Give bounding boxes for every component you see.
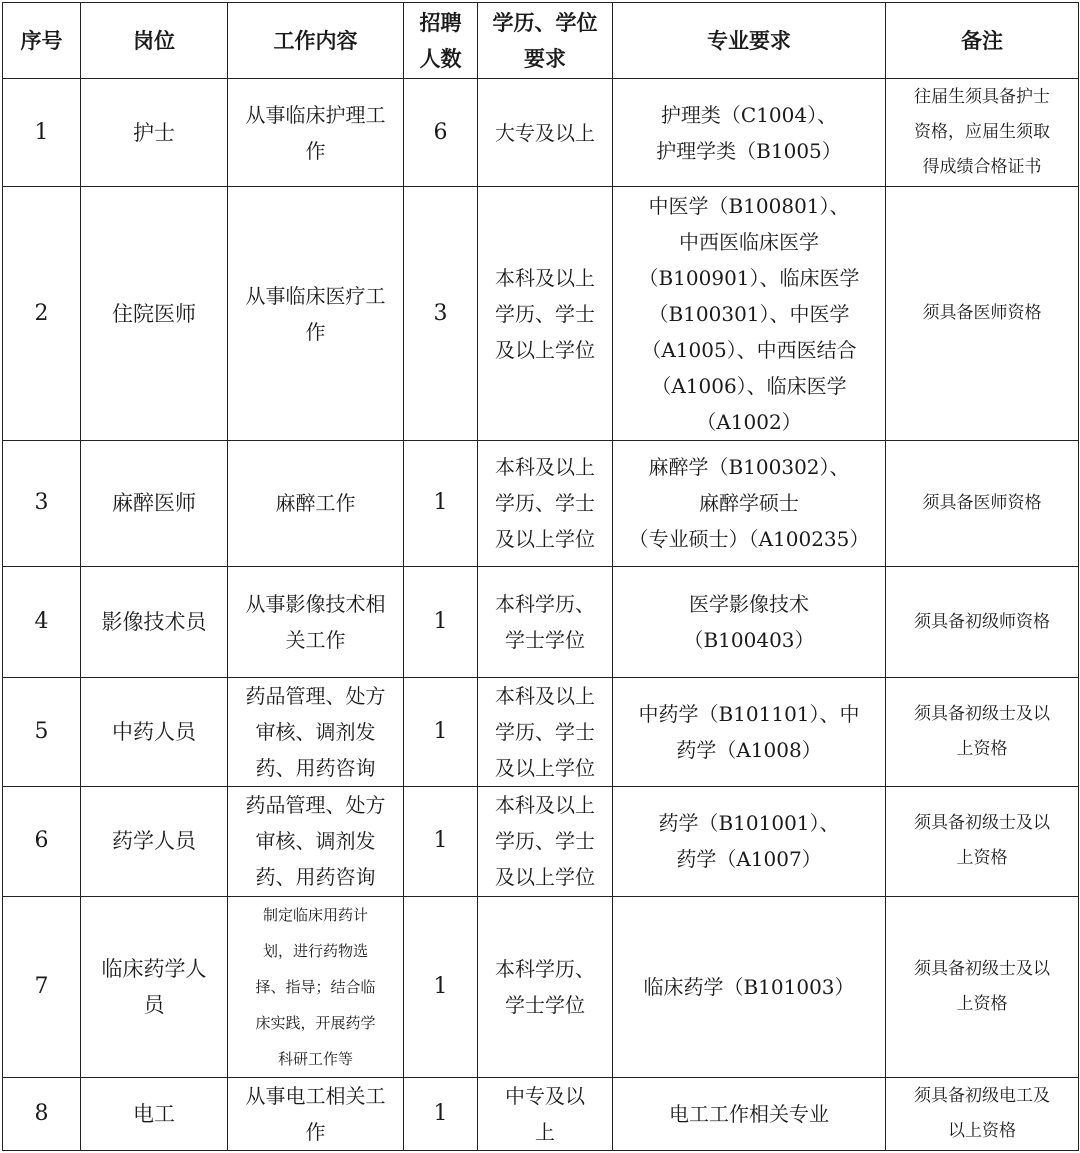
cell-major: 麻醉学（B100302）、 麻醉学硕士 （专业硕士）（A100235） <box>613 440 886 566</box>
cell-content: 从事临床医疗工 作 <box>228 187 404 440</box>
cell-edu: 大专及以上 <box>478 79 613 187</box>
cell-remark: 须具备初级士及以 上资格 <box>886 896 1079 1077</box>
header-post: 岗位 <box>81 3 228 79</box>
cell-major: 电工工作相关专业 <box>613 1077 886 1150</box>
cell-remark: 须具备初级士及以 上资格 <box>886 787 1079 896</box>
cell-edu: 本科学历、 学士学位 <box>478 896 613 1077</box>
cell-remark: 须具备医师资格 <box>886 187 1079 440</box>
cell-major: 护理类（C1004）、 护理学类（B1005） <box>613 79 886 187</box>
cell-no: 8 <box>3 1077 81 1150</box>
cell-major: 药学（B101001）、 药学（A1007） <box>613 787 886 896</box>
cell-count: 1 <box>404 787 478 896</box>
cell-content: 制定临床用药计 划，进行药物选 择、指导；结合临 床实践，开展药学 科研工作等 <box>228 896 404 1077</box>
table-row <box>3 187 1079 440</box>
cell-post: 中药人员 <box>81 678 228 787</box>
cell-edu: 中专及以 上 <box>478 1077 613 1150</box>
header-count: 招聘 人数 <box>404 3 478 79</box>
cell-no: 6 <box>3 787 81 896</box>
header-no: 序号 <box>3 3 81 79</box>
header-content: 工作内容 <box>228 3 404 79</box>
cell-no: 5 <box>3 678 81 787</box>
cell-no: 4 <box>3 566 81 677</box>
cell-count: 6 <box>404 79 478 187</box>
cell-post: 影像技术员 <box>81 566 228 677</box>
cell-count: 1 <box>404 440 478 566</box>
table-body <box>3 79 1079 1151</box>
cell-no: 3 <box>3 440 81 566</box>
cell-content: 从事影像技术相 关工作 <box>228 566 404 677</box>
cell-count: 1 <box>404 896 478 1077</box>
recruitment-table <box>2 2 1079 1151</box>
cell-post: 住院医师 <box>81 187 228 440</box>
cell-edu: 本科及以上 学历、学士 及以上学位 <box>478 187 613 440</box>
cell-remark: 往届生须具备护士 资格，应届生须取 得成绩合格证书 <box>886 79 1079 187</box>
cell-content: 麻醉工作 <box>228 440 404 566</box>
header-row <box>3 3 1079 79</box>
cell-content: 从事电工相关工 作 <box>228 1077 404 1150</box>
cell-remark: 须具备初级电工及 以上资格 <box>886 1077 1079 1150</box>
cell-edu: 本科及以上 学历、学士 及以上学位 <box>478 787 613 896</box>
table-row <box>3 440 1079 566</box>
cell-post: 麻醉医师 <box>81 440 228 566</box>
cell-remark: 须具备医师资格 <box>886 440 1079 566</box>
cell-major: 中药学（B101101）、中 药学（A1008） <box>613 678 886 787</box>
cell-remark: 须具备初级师资格 <box>886 566 1079 677</box>
cell-edu: 本科学历、 学士学位 <box>478 566 613 677</box>
cell-post: 临床药学人 员 <box>81 896 228 1077</box>
cell-edu: 本科及以上 学历、学士 及以上学位 <box>478 678 613 787</box>
table-row <box>3 566 1079 677</box>
cell-count: 1 <box>404 1077 478 1150</box>
table-row <box>3 787 1079 896</box>
cell-count: 1 <box>404 566 478 677</box>
cell-post: 护士 <box>81 79 228 187</box>
cell-content: 药品管理、处方 审核、调剂发 药、用药咨询 <box>228 678 404 787</box>
header-remark: 备注 <box>886 3 1079 79</box>
cell-post: 药学人员 <box>81 787 228 896</box>
cell-remark: 须具备初级士及以 上资格 <box>886 678 1079 787</box>
cell-major: 医学影像技术 （B100403） <box>613 566 886 677</box>
header-edu: 学历、学位 要求 <box>478 3 613 79</box>
cell-no: 1 <box>3 79 81 187</box>
table-row <box>3 896 1079 1077</box>
cell-edu: 本科及以上 学历、学士 及以上学位 <box>478 440 613 566</box>
cell-content: 从事临床护理工 作 <box>228 79 404 187</box>
cell-no: 2 <box>3 187 81 440</box>
cell-major: 中医学（B100801）、 中西医临床医学 （B100901）、临床医学 （B100301）、中医学 （A1005）、中西医结合 （A1006）、临床医学 （A1002） <box>613 187 886 440</box>
cell-major: 临床药学（B101003） <box>613 896 886 1077</box>
table-row <box>3 678 1079 787</box>
header-major: 专业要求 <box>613 3 886 79</box>
cell-count: 1 <box>404 678 478 787</box>
cell-no: 7 <box>3 896 81 1077</box>
table-row <box>3 79 1079 187</box>
cell-content: 药品管理、处方 审核、调剂发 药、用药咨询 <box>228 787 404 896</box>
cell-post: 电工 <box>81 1077 228 1150</box>
table-row <box>3 1077 1079 1150</box>
cell-count: 3 <box>404 187 478 440</box>
